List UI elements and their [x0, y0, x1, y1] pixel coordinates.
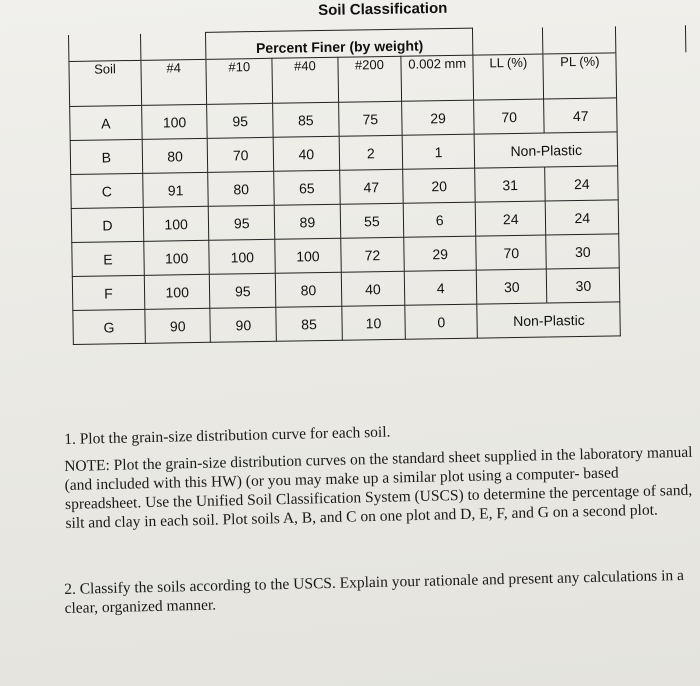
cell-sieve-10: 70 [208, 137, 274, 172]
cell-sieve-40: 100 [275, 238, 341, 273]
cell-plastic-limit: 30 [546, 234, 620, 269]
cell-plastic-limit: 24 [545, 200, 619, 235]
cell-0002mm: 1 [402, 134, 475, 169]
cell-liquid-limit: 30 [477, 269, 547, 304]
cell-sieve-200: 55 [340, 203, 404, 238]
cell-sieve-10: 100 [209, 239, 275, 274]
cell-sieve-4: 80 [142, 138, 208, 173]
question-1: 1. Plot the grain-size distribution curve for each soil. [64, 423, 391, 448]
cell-sieve-40: 40 [273, 136, 339, 171]
cell-sieve-200: 40 [341, 271, 405, 306]
cell-liquid-limit: 31 [475, 167, 545, 202]
cell-sieve-4: 90 [145, 308, 211, 343]
col-header-sieve-200: #200 [338, 56, 402, 102]
col-header-sieve-10: #10 [206, 58, 272, 104]
cell-sieve-10: 95 [209, 205, 275, 240]
col-header-sieve-4: #4 [141, 59, 207, 105]
soil-label: G [73, 309, 145, 344]
col-header-liquid-limit: LL (%) [473, 54, 544, 100]
cell-liquid-limit: 70 [474, 99, 544, 134]
cell-plastic-limit: 24 [545, 166, 619, 201]
cell-sieve-10: 95 [207, 103, 273, 138]
cell-sieve-40: 80 [275, 272, 341, 307]
cell-0002mm: 6 [403, 202, 476, 237]
soil-label: A [70, 105, 142, 140]
cell-0002mm: 29 [402, 100, 475, 135]
percent-finer-header: Percent Finer (by weight) [206, 28, 473, 59]
cell-liquid-limit: 24 [476, 201, 546, 236]
cell-plastic-limit: 47 [544, 98, 618, 133]
soil-label: C [71, 173, 143, 208]
cell-sieve-10: 80 [208, 171, 274, 206]
cell-sieve-4: 100 [141, 104, 207, 139]
cell-0002mm: 0 [405, 304, 478, 339]
soil-label: F [72, 275, 144, 310]
cell-sieve-200: 72 [340, 237, 404, 272]
cell-sieve-10: 90 [210, 307, 276, 342]
soil-label: B [70, 139, 142, 174]
col-header-sieve-40: #40 [272, 57, 338, 103]
cell-sieve-4: 100 [144, 240, 210, 275]
col-header-0002mm: 0.002 mm [401, 55, 474, 101]
cell-0002mm: 29 [404, 236, 477, 271]
cell-plasticity: Non-Plastic [477, 302, 621, 338]
cell-sieve-40: 85 [273, 102, 339, 137]
col-header-plastic-limit: PL (%) [543, 53, 617, 99]
soil-data-table [68, 24, 691, 345]
question-1-note: NOTE: Plot the grain-size distribution curves on the standard sheet supplied in the laboratory manual (and included with this HW) (or you may make up a similar plot using a computer- based spreadsheet. Use the Unified Soil Classification System (USCS) to determine the percentage of sand, silt and clay in each soil. Plot soils A, B, and C on one plot and D, E, F, and G on a second plot. [64, 443, 693, 532]
cell-sieve-200: 75 [338, 101, 402, 136]
cell-sieve-4: 100 [143, 206, 209, 241]
cell-plasticity: Non-Plastic [474, 132, 618, 168]
cell-sieve-200: 10 [342, 305, 406, 340]
soil-label: E [72, 241, 144, 276]
cell-sieve-40: 65 [274, 170, 340, 205]
cell-sieve-200: 2 [339, 135, 403, 170]
col-header-soil: Soil [69, 60, 142, 106]
cell-sieve-40: 89 [274, 204, 340, 239]
cell-sieve-10: 95 [210, 273, 276, 308]
cell-0002mm: 4 [404, 270, 477, 305]
soil-label: D [71, 207, 143, 242]
cell-liquid-limit: 70 [476, 235, 546, 270]
question-2: 2. Classify the soils according to the USCS. Explain your rationale and present any calculations in a clear, organized manner. [64, 566, 685, 617]
page-title: Soil Classification [318, 0, 448, 19]
cell-sieve-4: 91 [143, 172, 209, 207]
cell-sieve-40: 85 [276, 306, 342, 341]
cell-0002mm: 20 [403, 168, 476, 203]
cell-sieve-200: 47 [339, 169, 403, 204]
cell-sieve-4: 100 [144, 274, 210, 309]
cell-plastic-limit: 30 [547, 268, 621, 303]
